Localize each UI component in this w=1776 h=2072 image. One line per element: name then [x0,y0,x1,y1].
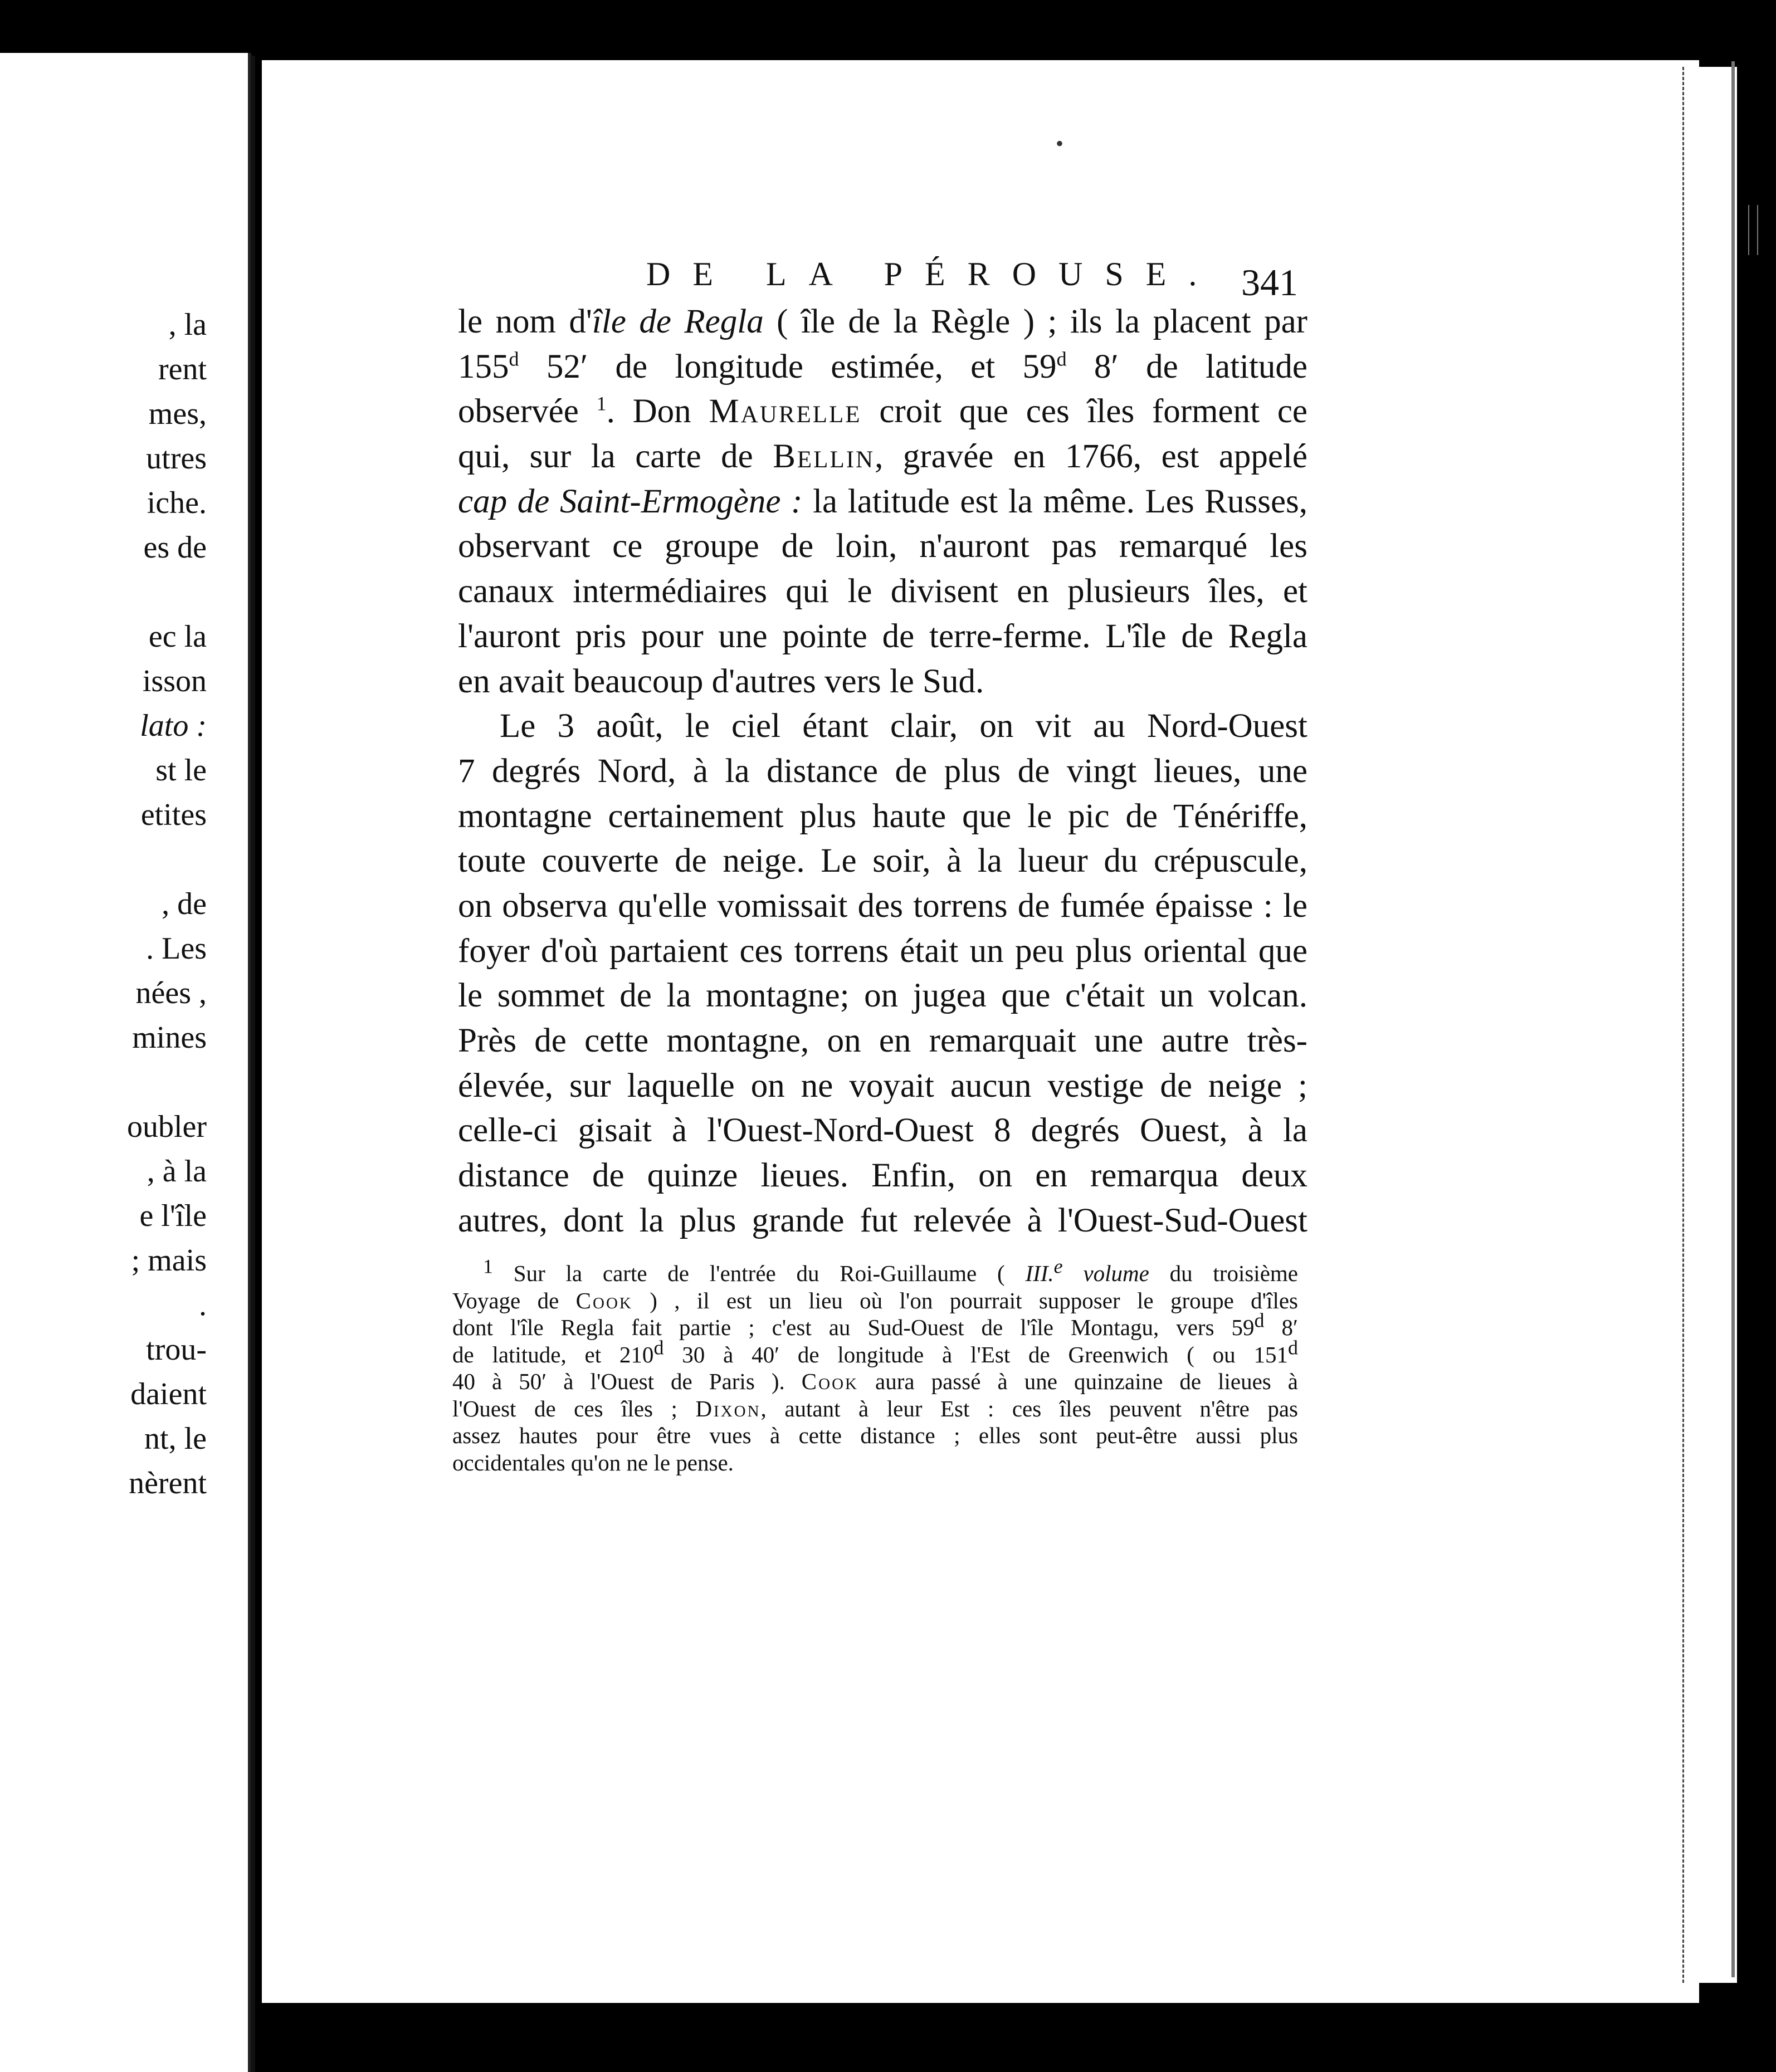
body-line: observant ce groupe de loin, n'auront pas remarqué les [458,527,1307,565]
left-page-line-fragment: ec la [148,619,207,654]
body-line: foyer d'où partaient ces torrens était un peu plus oriental que [458,932,1307,970]
running-head: DE LA PÉROUSE. [646,256,1219,292]
footnotes [452,1255,1298,1476]
body-line: le nom d'île de Regla ( île de la Règle ) ; ils la placent par [458,303,1307,340]
left-page-line-fragment: nt, le [144,1421,207,1456]
footnote-line: assez hautes pour être vues à cette distance ; elles sont peut-être aussi plus [452,1423,1298,1448]
left-page-line-fragment: daient [130,1377,207,1411]
body-line: cap de Saint-Ermogène : la latitude est la même. Les Russes, [458,482,1308,520]
footnote-line: Voyage de Cook ) , il est un lieu où l'on pourrait supposer le groupe d'îles [452,1287,1298,1313]
body-line: le sommet de la montagne; on jugea que c'était un volcan. [458,977,1307,1015]
body-line: observée $^1$. Don Maurelle croit que ces îles forment ce [458,393,1308,431]
left-page-line-fragment: e l'île [139,1199,207,1233]
body-line: montagne certainement plus haute que le pic de Ténériffe, [458,797,1307,835]
left-page-line-fragment: ; mais [131,1243,207,1278]
left-page-line-fragment: mes, [148,397,207,431]
body-line: Près de cette montagne, on en remarquait une autre très- [458,1022,1307,1059]
left-page-line-fragment: rent [158,352,207,387]
body-line: 155$^d$ 52′ de longitude estimée, et 59$^d$ 8′ de latitude [458,348,1307,385]
left-page-line-fragment: trou- [146,1332,207,1367]
page-edge-shadow [1731,61,1735,1977]
left-facing-page [0,53,251,2072]
left-page-line-fragment: etites [140,798,207,832]
body-line: distance de quinze lieues. Enfin, on en remarqua deux [458,1157,1307,1195]
paper-scratch [1748,205,1758,255]
body-line: en avait beaucoup d'autres vers le Sud. [458,662,984,700]
left-page-line-fragment: nées , [135,976,207,1010]
left-page-line-fragment: mines [132,1020,207,1055]
left-page-line-fragment: nèrent [129,1466,207,1501]
body-line: autres, dont la plus grande fut relevée à l'Ouest-Sud-Ouest [458,1201,1307,1239]
binding-gutter [251,56,255,2072]
footnote-line: $^1$ Sur la carte de l'entrée du Roi-Guillaume ( III.$^e$ volume du troisième [483,1255,1298,1286]
footnote-line: l'Ouest de ces îles ; Dixon, autant à leur Est : ces îles peuvent n'être pas [452,1395,1298,1421]
left-page-line-fragment: st le [155,753,207,788]
body-line: 7 degrés Nord, à la distance de plus de vingt lieues, une [458,752,1307,790]
left-page-line-fragment: . [199,1288,207,1322]
left-page-line-fragment: lato : [140,708,207,743]
body-line: élevée, sur laquelle on ne voyait aucun vestige de neige ; [458,1067,1307,1105]
left-page-line-fragment: iche. [147,486,207,520]
left-page-line-fragment: utres [146,441,207,476]
left-page-line-fragment: es de [143,530,207,565]
body-text [458,300,1307,1243]
body-line: toute couverte de neige. Le soir, à la lueur du crépuscule, [458,842,1307,880]
left-page-line-fragment: , de [162,887,207,921]
body-line: l'auront pris pour une pointe de terre-ferme. L'île de Regla [458,617,1307,655]
footnote-line: 40 à 50′ à l'Ouest de Paris ). Cook aura passé à une quinzaine de lieues à [452,1369,1298,1394]
body-line: Le 3 août, le ciel étant clair, on vit au Nord-Ouest [500,707,1307,745]
body-line: qui, sur la carte de Bellin, gravée en 1766, est appelé [458,438,1307,476]
left-page-line-fragment: , la [168,307,207,342]
body-line: canaux intermédiaires qui le divisent en plusieurs îles, et [458,573,1307,610]
left-page-line-fragment: oubler [126,1110,207,1144]
body-line: on observa qu'elle vomissait des torrens de fumée épaisse : le [458,887,1307,925]
page-edge [1682,67,1737,1983]
page-number: 341 [1241,261,1298,304]
stray-mark: • [1056,131,1064,156]
footnote-line: occidentales qu'on ne le pense. [452,1449,734,1475]
footnote-line: dont l'île Regla fait partie ; c'est au Sud-Ouest de l'île Montagu, vers 59$^d$ 8′ [452,1309,1298,1340]
body-line: celle-ci gisait à l'Ouest-Nord-Ouest 8 degrés Ouest, à la [458,1112,1307,1150]
left-page-line-fragment: , à la [147,1154,207,1189]
footnote-line: de latitude, et 210$^d$ 30 à 40′ de longitude à l'Est de Greenwich ( ou 151$^d$ [452,1336,1298,1367]
left-page-line-fragment: isson [142,664,207,698]
left-page-line-fragment: . Les [146,931,207,966]
